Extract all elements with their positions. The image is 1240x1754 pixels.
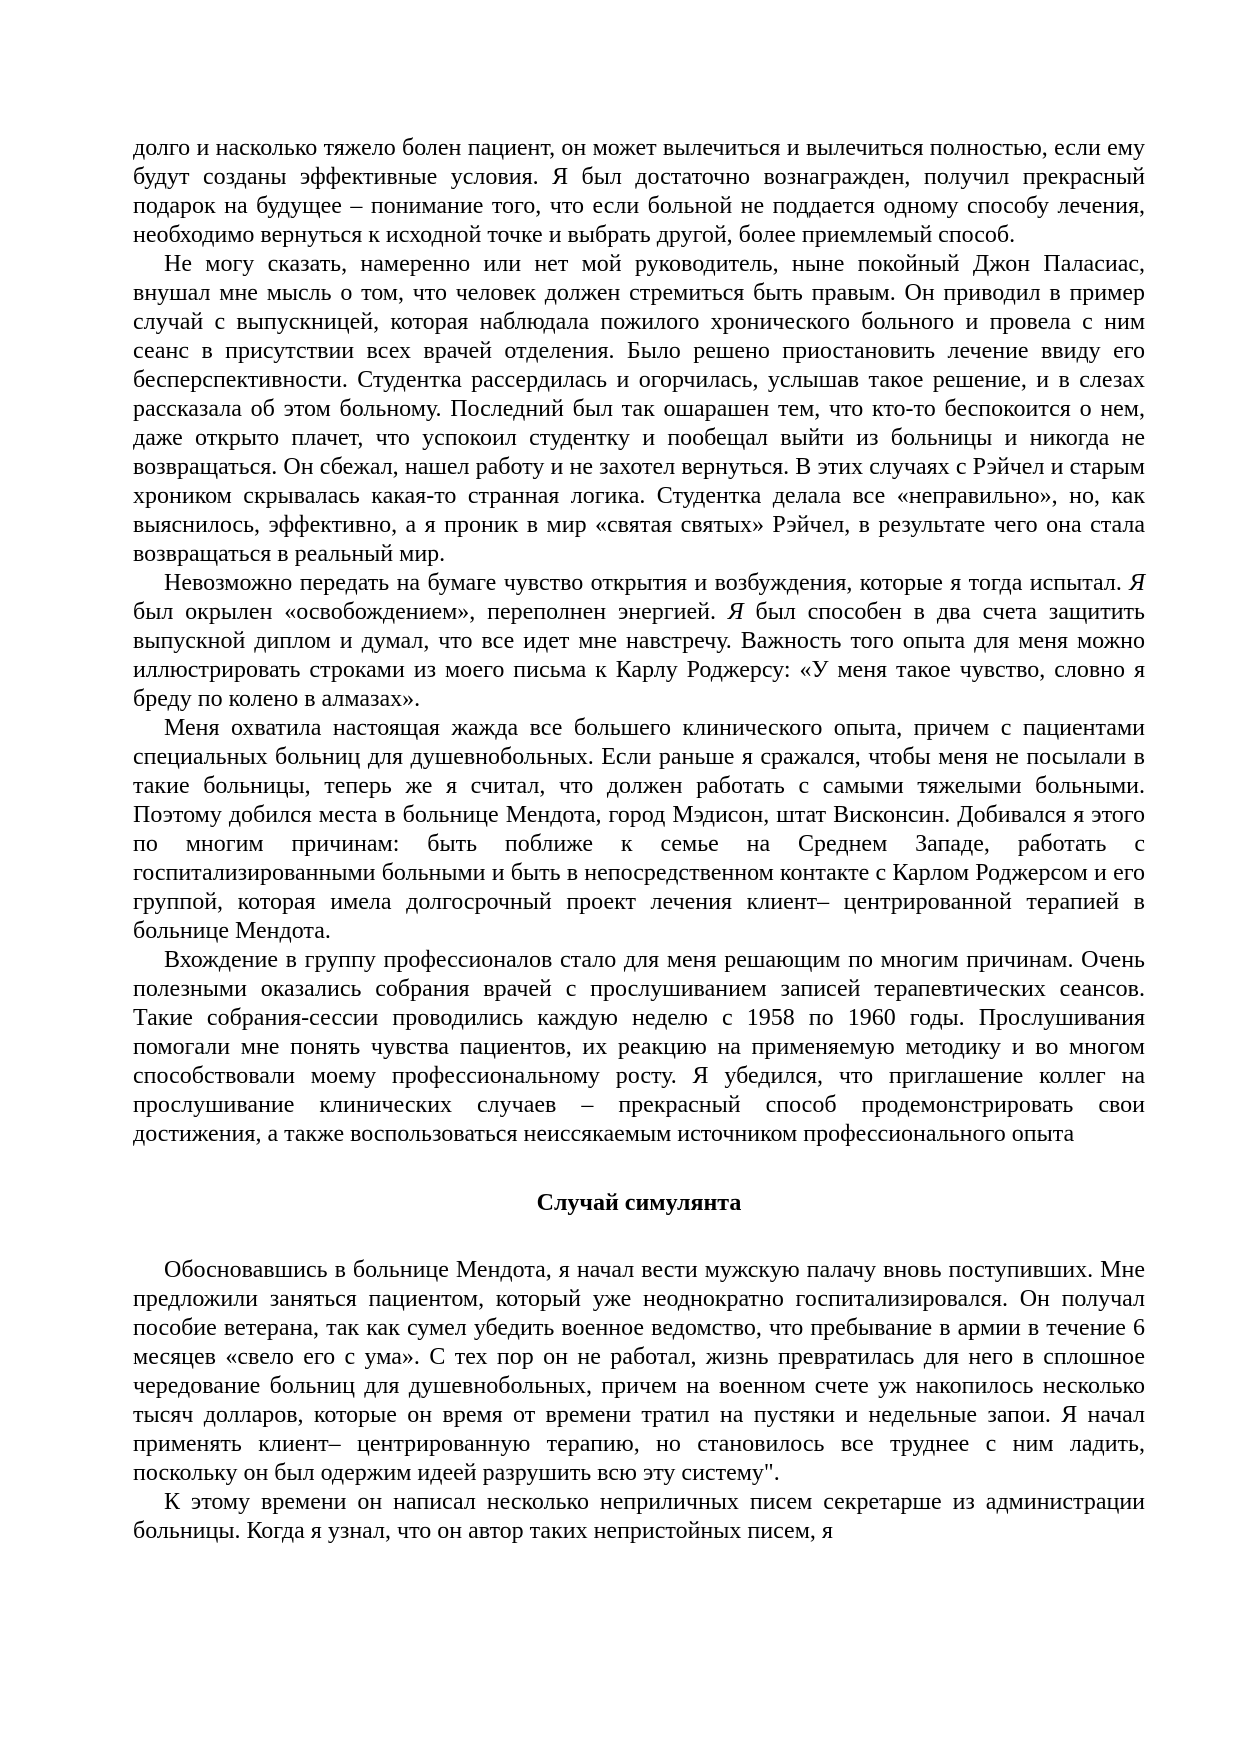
text-run: К этому времени он написал несколько неприличных писем секретарше из администрации больницы. Когда я узнал, что он автор таких непристойных писем, я (133, 1489, 1145, 1544)
text-run: Не могу сказать, намеренно или нет мой руководитель, ныне покойный Джон Паласиас, внушал мне мысль о том, что человек должен стремиться быть правым. Он приводил в пример случай с выпускницей, которая наблюдала пожилого хронического больного и провела с ним сеанс в присутствии всех врачей отделения. Было решено приостановить лечение ввиду его бесперспективности. Студентка рассердилась и огорчилась, услышав такое решение, и в слезах рассказала об этом больному. Последний был так ошарашен тем, что кто-то беспокоится о нем, даже открыто плачет, что успокоил студентку и пообещал выйти из больницы и никогда не возвращаться. Он сбежал, нашел работу и не захотел вернуться. В этих случаях с Рэйчел и старым хроником скрывалась какая-то странная логика. Студентка делала все «неправильно», но, как выяснилось, эффективно, а я проник в мир «святая святых» Рэйчел, в результате чего она стала возвращаться в реальный мир. (133, 251, 1145, 567)
text-run: Обосновавшись в больнице Мендота, я начал вести мужскую палачу вновь поступивших. Мне предложили заняться пациентом, который уже неоднократно госпитализировался. Он получал пособие ветерана, так как сумел убедить военное ведомство, что пребывание в армии в течение 6 месяцев «свело его с ума». С тех пор он не работал, жизнь превратилась для него в сплошное чередование больниц для душевнобольных, причем на военном счете уж накопилось несколько тысяч долларов, которые он время от времени тратил на пустяки и недельные запои. Я начал применять клиент– центрированную терапию, но становилось все труднее с ним ладить, поскольку он был одержим идеей разрушить всю эту систему". (133, 1257, 1145, 1486)
italic-text-run: Я (1129, 570, 1145, 596)
text-run: долго и насколько тяжело болен пациент, он может вылечиться и вылечиться полностью, если ему будут созданы эффективные условия. Я был достаточно вознагражден, получил прекрасный подарок на будущее – понимание того, что если больной не поддается одному способу лечения, необходимо вернуться к исходной точке и выбрать другой, более приемлемый способ. (133, 135, 1145, 248)
text-run: был окрылен «освобождением», переполнен энергией. (133, 599, 728, 625)
text-run: Невозможно передать на бумаге чувство открытия и возбуждения, которые я тогда испытал. (164, 570, 1130, 596)
paragraph (133, 1256, 1145, 1488)
text-run: Меня охватила настоящая жажда все большего клинического опыта, причем с пациентами специальных больниц для душевнобольных. Если раньше я сражался, чтобы меня не посылали в такие больницы, теперь же я считал, что должен работать с самыми тяжелыми больными. Поэтому добился места в больнице Мендота, город Мэдисон, штат Висконсин. Добивался я этого по многим причинам: быть поближе к семье на Среднем Западе, работать с госпитализированными больными и быть в непосредственном контакте с Карлом Роджерсом и его группой, которая имела долгосрочный проект лечения клиент– центрированной терапией в больнице Мендота. (133, 715, 1145, 944)
paragraph (133, 946, 1145, 1149)
text-run: был способен в два счета защитить выпускной диплом и думал, что все идет мне навстречу. Важность того опыта для меня можно иллюстрировать строками из моего письма к Карлу Роджерсу: «У меня такое чувство, словно я бреду по колено в алмазах». (133, 599, 1145, 712)
paragraph (133, 134, 1145, 250)
paragraph (133, 714, 1145, 946)
section-heading: Случай симулянта (536, 1190, 742, 1216)
paragraph (133, 1488, 1145, 1546)
paragraph (133, 569, 1145, 714)
text-run: Вхождение в группу профессионалов стало для меня решающим по многим причинам. Очень полезными оказались собрания врачей с прослушиванием записей терапевтических сеансов. Такие собрания-сессии проводились каждую неделю с 1958 по 1960 годы. Прослушивания помогали мне понять чувства пациентов, их реакцию на применяемую методику и во многом способствовали моему профессиональному росту. Я убедился, что приглашение коллег на прослушивание клинических случаев – прекрасный способ продемонстрировать свои достижения, а также воспользоваться неиссякаемым источником профессионального опыта (133, 947, 1145, 1147)
paragraph (133, 250, 1145, 569)
document-body (133, 134, 1145, 1546)
italic-text-run: Я (727, 599, 744, 625)
